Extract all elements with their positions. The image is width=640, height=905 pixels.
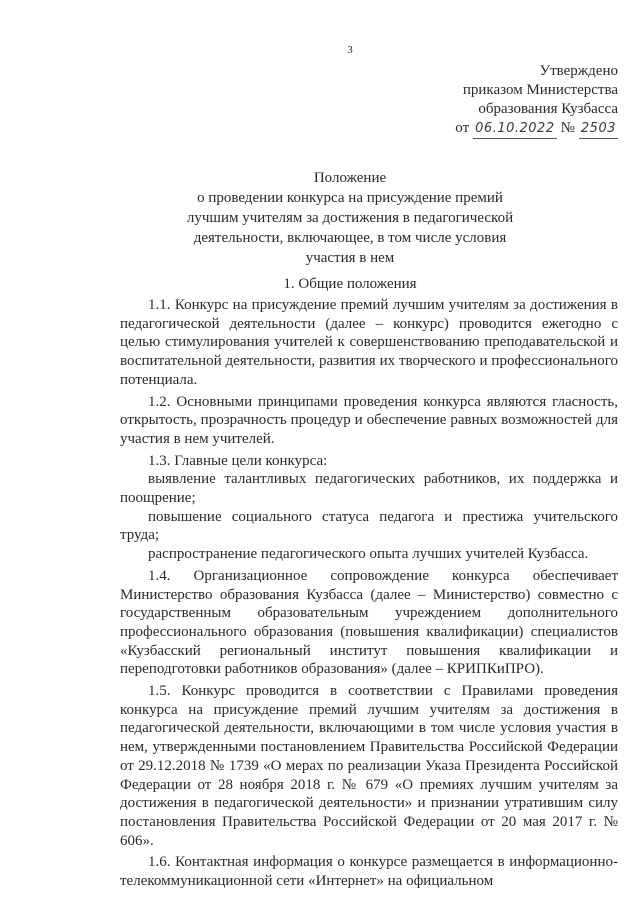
section-heading: 1. Общие положения bbox=[283, 276, 417, 292]
title-line-3: лучшим учителям за достижения в педагогической bbox=[186, 210, 514, 226]
handwritten-date: 06.10.2022 bbox=[473, 119, 556, 139]
approval-line-3: образования Кузбасса bbox=[478, 101, 618, 117]
document-body bbox=[120, 296, 618, 891]
number-prefix: № bbox=[560, 120, 575, 136]
goal-item: выявление талантливых педагогических работников, их поддержка и поощрение; bbox=[120, 471, 618, 507]
approval-stamp bbox=[368, 62, 618, 139]
document-title bbox=[150, 168, 550, 268]
paragraph-1-6: 1.6. Контактная информация о конкурсе размещается в информационно-телекоммуникационной сети «Интернет» на официальном bbox=[120, 854, 618, 890]
paragraph-1-5: 1.5. Конкурс проводится в соответствии с Правилами проведения конкурса на присуждение премий лучшим учителям за достижения в педагогической деятельности, включающими в том числе условия участия в нем, утвержденными постановлением Правительства Российской Федерации от 29.12.2018 № 1739 «О мерах по реализации Указа Президента Российской Федерации от 28 ноября 2018 г. № 679 «О премиях лучшим учителям за достижения в педагогической деятельности» и признании утратившим силу постановления Правительства Российской Федерации от 20 мая 2017 г. № 606». bbox=[120, 683, 618, 849]
date-prefix: от bbox=[455, 120, 470, 136]
approval-line-1: Утверждено bbox=[539, 63, 618, 79]
title-line-4: деятельности, включающее, в том числе условия bbox=[193, 230, 507, 246]
goal-item: распространение педагогического опыта лучших учителей Кузбасса. bbox=[148, 546, 589, 563]
title-line-2: о проведении конкурса на присуждение премий bbox=[197, 190, 503, 206]
paragraph-1-1: 1.1. Конкурс на присуждение премий лучшим учителям за достижения в педагогической деятельности (далее – конкурс) проводится ежегодно с целью стимулирования учителей к совершенствованию преподавательской и воспитательной деятельности, развития их творческого и профессионального потенциала. bbox=[120, 297, 618, 388]
approval-date-number bbox=[368, 119, 618, 139]
goal-item: повышение социального статуса педагога и престижа учительского труда; bbox=[120, 508, 618, 544]
title-line-5: участия в нем bbox=[305, 250, 395, 266]
paragraph-1-2: 1.2. Основными принципами проведения конкурса являются гласность, открытость, прозрачность процедур и обеспечение равных возможностей для участия в нем учителей. bbox=[120, 393, 618, 447]
page-number: 3 bbox=[347, 44, 353, 56]
paragraph-1-4: 1.4. Организационное сопровождение конкурса обеспечивает Министерство образования Кузбасса (далее – Министерство) совместно с государственным образовательным учреждением дополнительного профессионального образования (повышения квалификации) специалистов «Кузбасский региональный институт повышения квалификации и переподготовки работников образования» (далее – КРИПКиПРО). bbox=[120, 567, 618, 678]
paragraph-1-3: 1.3. Главные цели конкурса: bbox=[148, 452, 328, 469]
title-line-1: Положение bbox=[313, 170, 387, 186]
handwritten-number: 2503 bbox=[579, 119, 618, 139]
approval-line-2: приказом Министерства bbox=[462, 82, 618, 98]
